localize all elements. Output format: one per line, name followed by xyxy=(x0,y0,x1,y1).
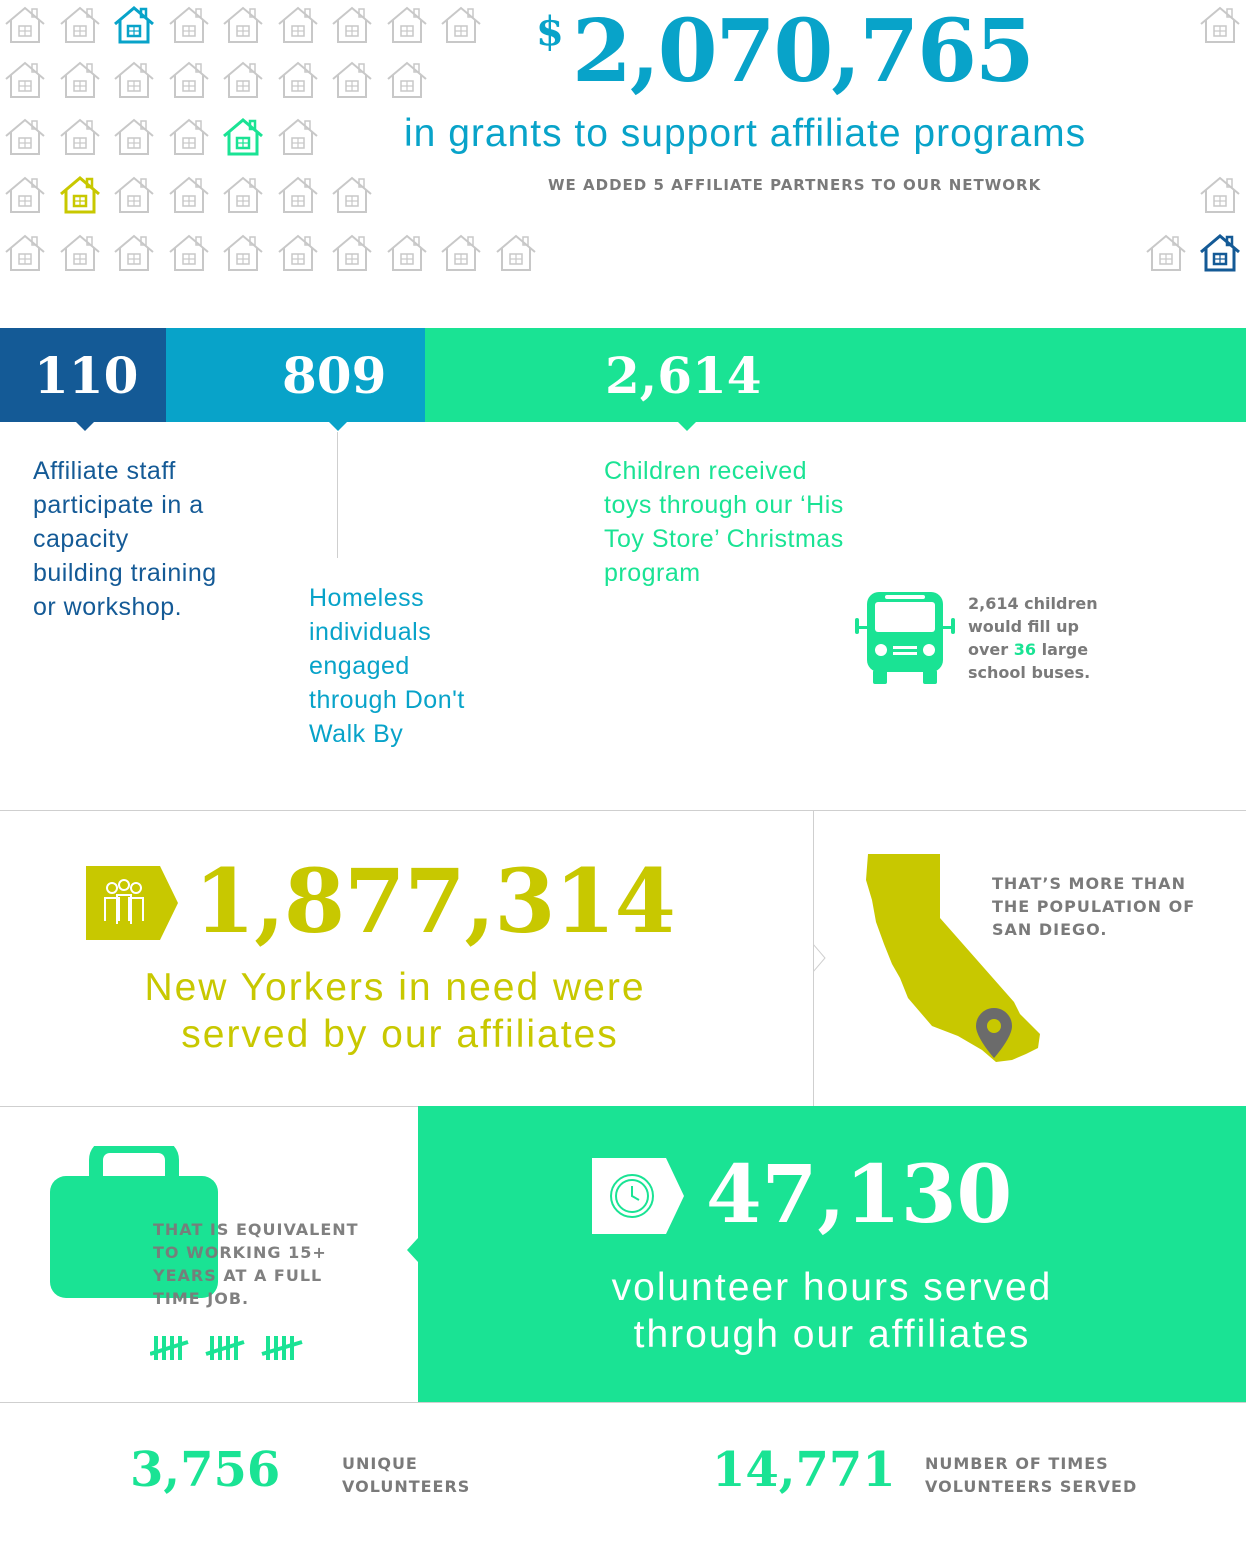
house-icon xyxy=(221,116,265,158)
divider-top-footer xyxy=(0,1402,1246,1403)
volunteer-hours-caption-line1: volunteer hours served xyxy=(611,1266,1053,1309)
briefcase-note-line2: TO WORKING 15+ xyxy=(153,1243,327,1262)
served-caption-line2: served by our affiliates xyxy=(181,1013,619,1056)
bus-note-post: large xyxy=(1041,640,1089,659)
house-icon xyxy=(3,232,47,274)
house-icon xyxy=(276,232,320,274)
house-icon xyxy=(167,232,211,274)
stat-number-2614: 2,614 xyxy=(605,346,762,405)
house-icon xyxy=(3,59,47,101)
location-pin-icon xyxy=(976,1008,1012,1058)
stat-caption-2614: Children received toys through our ‘His Toy Store’ Christmas program xyxy=(604,457,844,587)
divider-top-served xyxy=(0,810,1246,811)
house-icon xyxy=(58,232,102,274)
stat-bar-110 xyxy=(0,328,166,422)
served-caption-line1: New Yorkers in need were xyxy=(144,966,646,1009)
bus-note-line3 xyxy=(968,638,1098,661)
house-icon xyxy=(58,4,102,46)
house-icon xyxy=(330,59,374,101)
house-icon xyxy=(3,174,47,216)
house-icon xyxy=(112,174,156,216)
house-icon xyxy=(221,59,265,101)
stat-bar-2614 xyxy=(425,328,1246,422)
times-served-label-line1: NUMBER OF TIMES xyxy=(925,1454,1109,1473)
people-icon xyxy=(86,866,178,940)
grant-amount: 2,070,765 xyxy=(572,1,1033,102)
california-note-line1: THAT’S MORE THAN xyxy=(992,874,1186,893)
times-served-label xyxy=(925,1452,1137,1498)
house-icon xyxy=(58,116,102,158)
house-icon xyxy=(330,4,374,46)
house-icon xyxy=(167,116,211,158)
house-icon xyxy=(1198,232,1242,274)
pointer-809 xyxy=(329,422,347,431)
house-icon xyxy=(3,4,47,46)
pointer-2614 xyxy=(678,422,696,431)
clock-icon xyxy=(592,1158,684,1234)
served-number: 1,877,314 xyxy=(194,849,675,953)
house-icon xyxy=(112,59,156,101)
house-icon xyxy=(439,4,483,46)
house-icon xyxy=(167,59,211,101)
unique-volunteers-label-line2: VOLUNTEERS xyxy=(342,1477,471,1496)
house-icon xyxy=(221,174,265,216)
volunteer-hours-number: 47,130 xyxy=(706,1147,1013,1241)
house-icon xyxy=(494,232,538,274)
house-icon xyxy=(276,174,320,216)
bus-count: 36 xyxy=(1013,640,1037,659)
school-bus-icon xyxy=(855,590,955,686)
briefcase-note-line1: THAT IS EQUIVALENT xyxy=(153,1220,359,1239)
stat-number-809: 809 xyxy=(282,346,387,405)
affiliate-partners-caption: WE ADDED 5 AFFILIATE PARTNERS TO OUR NETWORK xyxy=(548,176,1042,194)
california-note xyxy=(992,872,1195,941)
bus-note-line4: school buses. xyxy=(968,663,1091,682)
house-icon xyxy=(221,232,265,274)
house-icon xyxy=(3,116,47,158)
unique-volunteers-label-line1: UNIQUE xyxy=(342,1454,418,1473)
house-icon xyxy=(58,174,102,216)
house-icon xyxy=(276,116,320,158)
times-served-label-line2: VOLUNTEERS SERVED xyxy=(925,1477,1138,1496)
briefcase-note xyxy=(153,1218,359,1310)
california-note-line2: THE POPULATION OF xyxy=(992,897,1196,916)
stat-caption-110: Affiliate staff participate in a capacity building training or workshop. xyxy=(33,457,217,621)
house-icon xyxy=(167,174,211,216)
house-icon xyxy=(112,116,156,158)
panel-notch xyxy=(407,1238,418,1262)
house-icon xyxy=(439,232,483,274)
divider-notch xyxy=(813,944,829,977)
grant-caption: in grants to support affiliate programs xyxy=(404,112,1087,155)
house-icon xyxy=(330,232,374,274)
stat-bar-809 xyxy=(166,328,425,422)
bus-note xyxy=(968,592,1098,684)
tally-marks-icon xyxy=(150,1334,312,1362)
grant-dollar-sign: $ xyxy=(536,8,564,55)
house-icon xyxy=(385,59,429,101)
house-icon xyxy=(112,232,156,274)
house-icon xyxy=(385,232,429,274)
house-icon xyxy=(276,59,320,101)
house-icon xyxy=(276,4,320,46)
volunteer-hours-caption-line2: through our affiliates xyxy=(633,1313,1031,1356)
house-icon xyxy=(221,4,265,46)
briefcase-note-line4: TIME JOB. xyxy=(153,1289,250,1308)
unique-volunteers-number: 3,756 xyxy=(130,1442,281,1498)
house-icon xyxy=(385,4,429,46)
unique-volunteers-label xyxy=(342,1452,470,1498)
volunteer-hours-panel xyxy=(418,1106,1246,1402)
house-icon xyxy=(330,174,374,216)
bus-note-line2: would fill up xyxy=(968,617,1079,636)
stat-number-110: 110 xyxy=(34,346,139,405)
house-icon xyxy=(1198,174,1242,216)
times-served-number: 14,771 xyxy=(712,1442,896,1498)
bus-note-line1: 2,614 children xyxy=(968,594,1098,613)
pointer-110 xyxy=(76,422,94,431)
house-icon xyxy=(167,4,211,46)
stat-caption-809: Homeless individuals engaged through Don't Walk By xyxy=(309,584,465,748)
bus-note-pre: over xyxy=(968,640,1009,659)
house-icon xyxy=(112,4,156,46)
california-note-line3: SAN DIEGO. xyxy=(992,920,1108,939)
connector-line-809 xyxy=(337,432,338,558)
house-icon xyxy=(1144,232,1188,274)
house-icon xyxy=(1198,4,1242,46)
briefcase-note-line3: YEARS AT A FULL xyxy=(153,1266,323,1285)
house-icon xyxy=(58,59,102,101)
